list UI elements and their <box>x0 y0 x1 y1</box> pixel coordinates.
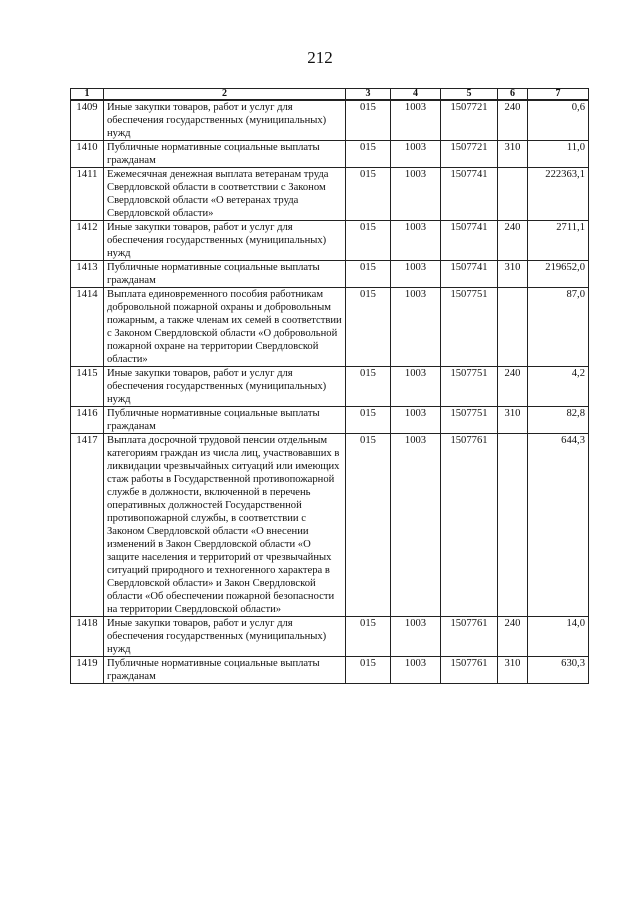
row-code-5: 1507761 <box>441 657 498 684</box>
row-code-6: 310 <box>498 657 528 684</box>
row-name: Иные закупки товаров, работ и услуг для обеспечения государственных (муниципальных) нужд <box>104 100 346 141</box>
row-code-3: 015 <box>346 407 391 434</box>
row-code-3: 015 <box>346 141 391 168</box>
row-number: 1411 <box>71 168 104 221</box>
row-amount: 630,3 <box>528 657 589 684</box>
row-code-5: 1507741 <box>441 261 498 288</box>
column-header-4: 4 <box>391 89 441 101</box>
row-name: Иные закупки товаров, работ и услуг для обеспечения государственных (муниципальных) нужд <box>104 221 346 261</box>
row-name: Выплата единовременного пособия работникам добровольной пожарной охраны и добровольным пожарным, а также членам их семей в соответствии с Законом Свердловской области «О добровольной пожарной охране на территории Свердловской области» <box>104 288 346 367</box>
table-row <box>71 221 589 261</box>
row-code-4: 1003 <box>391 407 441 434</box>
table-row <box>71 168 589 221</box>
page-number: 212 <box>307 48 333 67</box>
row-code-4: 1003 <box>391 657 441 684</box>
row-code-4: 1003 <box>391 367 441 407</box>
row-amount: 87,0 <box>528 288 589 367</box>
row-code-3: 015 <box>346 367 391 407</box>
budget-table <box>70 88 589 684</box>
row-code-6: 240 <box>498 617 528 657</box>
column-header-1: 1 <box>71 89 104 101</box>
table-row <box>71 288 589 367</box>
row-amount: 222363,1 <box>528 168 589 221</box>
row-number: 1410 <box>71 141 104 168</box>
row-code-3: 015 <box>346 617 391 657</box>
row-code-5: 1507751 <box>441 407 498 434</box>
column-header-5: 5 <box>441 89 498 101</box>
row-amount: 14,0 <box>528 617 589 657</box>
row-name: Выплата досрочной трудовой пенсии отдельным категориям граждан из числа лиц, участвовавших в ликвидации чрезвычайных ситуаций или имеющих стаж работы в Государственной противопожарной службе в должности, включенной в перечень оперативных должностей Государственной противопожарной службы, в соответствии с Законом Свердловской области «О внесении изменений в Закон Свердловской области «О защите населения и территорий от чрезвычайных ситуаций природного и техногенного характера в Свердловской области» и Закон Свердловской области «Об обеспечении пожарной безопасности на территории Свердловской области» <box>104 434 346 617</box>
column-header-2: 2 <box>104 89 346 101</box>
row-number: 1414 <box>71 288 104 367</box>
row-amount: 4,2 <box>528 367 589 407</box>
row-code-5: 1507741 <box>441 168 498 221</box>
table-row <box>71 261 589 288</box>
row-number: 1412 <box>71 221 104 261</box>
row-code-5: 1507751 <box>441 288 498 367</box>
row-number: 1417 <box>71 434 104 617</box>
row-code-6: 310 <box>498 261 528 288</box>
table-row <box>71 141 589 168</box>
row-number: 1419 <box>71 657 104 684</box>
row-name: Публичные нормативные социальные выплаты гражданам <box>104 261 346 288</box>
row-amount: 219652,0 <box>528 261 589 288</box>
row-code-6 <box>498 168 528 221</box>
row-name: Иные закупки товаров, работ и услуг для обеспечения государственных (муниципальных) нужд <box>104 367 346 407</box>
row-number: 1409 <box>71 100 104 141</box>
row-name: Публичные нормативные социальные выплаты гражданам <box>104 407 346 434</box>
row-amount: 644,3 <box>528 434 589 617</box>
row-amount: 0,6 <box>528 100 589 141</box>
column-header-7: 7 <box>528 89 589 101</box>
row-code-4: 1003 <box>391 100 441 141</box>
row-code-3: 015 <box>346 434 391 617</box>
row-code-6: 310 <box>498 141 528 168</box>
row-code-4: 1003 <box>391 617 441 657</box>
row-code-6: 240 <box>498 367 528 407</box>
row-code-5: 1507761 <box>441 434 498 617</box>
row-amount: 2711,1 <box>528 221 589 261</box>
row-code-4: 1003 <box>391 261 441 288</box>
row-code-5: 1507721 <box>441 100 498 141</box>
row-name: Публичные нормативные социальные выплаты гражданам <box>104 141 346 168</box>
row-code-4: 1003 <box>391 288 441 367</box>
row-code-5: 1507751 <box>441 367 498 407</box>
row-code-5: 1507761 <box>441 617 498 657</box>
row-code-6 <box>498 288 528 367</box>
row-code-6: 310 <box>498 407 528 434</box>
row-number: 1416 <box>71 407 104 434</box>
row-name: Публичные нормативные социальные выплаты гражданам <box>104 657 346 684</box>
row-number: 1418 <box>71 617 104 657</box>
row-name: Ежемесячная денежная выплата ветеранам труда Свердловской области в соответствии с Законом Свердловской области «О ветеранах труда Свердловской области» <box>104 168 346 221</box>
row-code-6: 240 <box>498 100 528 141</box>
row-code-6 <box>498 434 528 617</box>
table-row <box>71 407 589 434</box>
row-amount: 11,0 <box>528 141 589 168</box>
row-code-4: 1003 <box>391 168 441 221</box>
table-row <box>71 100 589 141</box>
row-number: 1413 <box>71 261 104 288</box>
row-code-5: 1507721 <box>441 141 498 168</box>
row-code-5: 1507741 <box>441 221 498 261</box>
row-amount: 82,8 <box>528 407 589 434</box>
row-code-3: 015 <box>346 288 391 367</box>
table-header-row <box>71 89 589 101</box>
table-row <box>71 617 589 657</box>
row-code-3: 015 <box>346 261 391 288</box>
column-header-6: 6 <box>498 89 528 101</box>
row-code-3: 015 <box>346 221 391 261</box>
row-code-4: 1003 <box>391 141 441 168</box>
row-name: Иные закупки товаров, работ и услуг для обеспечения государственных (муниципальных) нужд <box>104 617 346 657</box>
row-code-4: 1003 <box>391 221 441 261</box>
row-code-3: 015 <box>346 657 391 684</box>
row-code-4: 1003 <box>391 434 441 617</box>
table-row <box>71 367 589 407</box>
table-row <box>71 434 589 617</box>
row-code-3: 015 <box>346 168 391 221</box>
table-row <box>71 657 589 684</box>
row-code-3: 015 <box>346 100 391 141</box>
column-header-3: 3 <box>346 89 391 101</box>
row-code-6: 240 <box>498 221 528 261</box>
row-number: 1415 <box>71 367 104 407</box>
